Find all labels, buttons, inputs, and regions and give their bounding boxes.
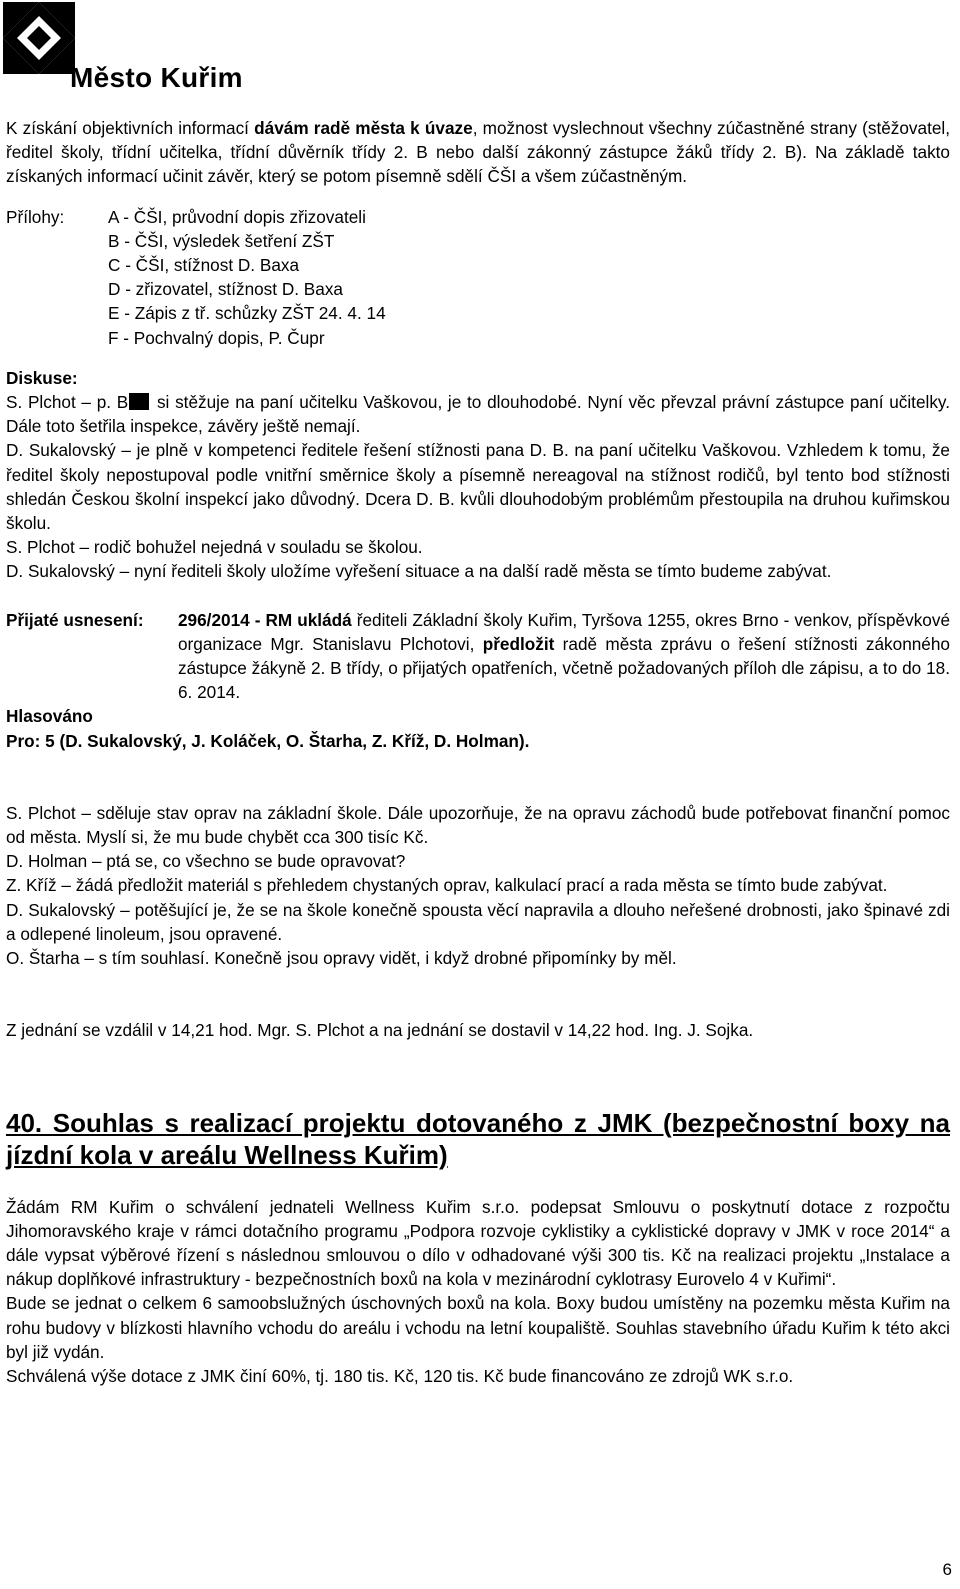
section-paragraph: Bude se jednat o celkem 6 samoobslužných úschovných boxů na kola. Boxy budou umístěny na pozemku města Kuřim na rohu budovy v blízkosti hlavního vchodu do areálu i vchodu na letní koupaliště. Souhlas stavebního úřadu Kuřim k této akci byl již vydán. — [6, 1293, 950, 1362]
resolution-label: Přijaté usnesení: — [6, 609, 144, 630]
city-logo — [3, 2, 253, 92]
resolution — [6, 608, 950, 705]
discussion2-paragraph: S. Plchot – sděluje stav oprav na základní škole. Dále upozorňuje, že na opravu záchodů bude potřebovat finanční pomoc od města. Myslí si, že mu bude chybět cca 300 tisíc Kč. — [6, 802, 950, 848]
section-paragraph: Žádám RM Kuřim o schválení jednateli Wellness Kuřim s.r.o. podepsat Smlouvu o poskytnutí dotace z rozpočtu Jihomoravského kraje v rámci dotačního programu „Podpora rozvoje cyklistiky a cyklistické dopravy v JMK v roce 2014“ a dále vypsat výběrové řízení s následnou smlouvou o dílo v odhadované výši 300 tis. Kč na realizaci projektu „Instalace a nákup doplňkové infrastruktury - bezpečnostních boxů na kola v mezinárodní cyklotrasy Eurovelo 4 v Kuřimi“. — [6, 1196, 950, 1290]
logo-text: Město Kuřim — [70, 62, 243, 93]
attachment-item: E - Zápis z tř. schůzky ZŠT 24. 4. 14 — [108, 303, 386, 324]
discussion-paragraph: D. Sukalovský – nyní řediteli školy uložíme vyřešení situace a na další radě města se tímto budeme zabývat. — [6, 561, 832, 582]
discussion2-paragraph: D. Holman – ptá se, co všechno se bude opravovat? — [6, 851, 406, 872]
intro-paragraph: K získání objektivních informací dávám radě města k úvaze, možnost vyslechnout všechny zúčastněné strany (stěžovatel, ředitel školy, třídní učitelka, třídní důvěrník třídy 2. B nebo další zákonný zástupce žáků třídy 2. B). Na základě takto získaných informací učinit závěr, který se potom písemně sdělí ČŠI a všem zúčastněným. — [6, 118, 951, 187]
document-body — [6, 116, 950, 1388]
attachment-item: A - ČŠI, průvodní dopis zřizovateli — [108, 206, 366, 227]
discussion2-paragraph: O. Štarha – s tím souhlasí. Konečně jsou opravy vidět, i když drobné připomínky by měl. — [6, 948, 677, 969]
discussion-paragraph: S. Plchot – rodič bohužel nejedná v souladu se školou. — [6, 537, 423, 558]
attachment-item: F - Pochvalný dopis, P. Čupr — [108, 327, 325, 348]
section-paragraph: Schválená výše dotace z JMK činí 60%, tj. 180 tis. Kč, 120 tis. Kč bude financováno ze zdrojů WK s.r.o. — [6, 1365, 794, 1386]
discussion2-paragraph: Z. Kříž – žádá předložit materiál s přehledem chystaných oprav, kalkulací prací a rada města se tímto bude zabývat. — [6, 875, 888, 896]
vote-result: Pro: 5 (D. Sukalovský, J. Koláček, O. Štarha, Z. Kříž, D. Holman). — [6, 730, 530, 751]
attachments-list — [108, 205, 386, 350]
section-title: 40. Souhlas s realizací projektu dotovaného z JMK (bezpečnostní boxy na jízdní kola v areálu Wellness Kuřim) — [6, 1107, 950, 1170]
attachments-label: Přílohy: — [6, 206, 65, 227]
page-number: 6 — [942, 1560, 952, 1579]
discussion2-paragraph: D. Sukalovský – potěšující je, že se na škole konečně spousta věcí napravila a dlouho neřešené drobnosti, jako špinavé zdi a odlepené linoleum, jsou opravené. — [6, 899, 950, 944]
attachments — [6, 205, 950, 350]
discussion-heading: Diskuse: — [6, 367, 78, 388]
discussion-paragraph: D. Sukalovský – je plně v kompetenci ředitele řešení stížnosti pana D. B. na paní učitelku Vaškovou. Vzhledem k tomu, že ředitel školy nepostupoval podle vnitřní směrnice školy a písemně nereagoval na stížnost rodičů, byl tento bod stížnosti shledán Českou školní inspekcí jako důvodný. Dcera D. B. kvůli dlouhodobým problémům přestoupila na druhou kuřimskou školu. — [6, 440, 950, 534]
redaction-bar — [129, 393, 149, 410]
voted-label: Hlasováno — [6, 706, 93, 727]
attendance-note: Z jednání se vzdálil v 14,21 hod. Mgr. S. Plchot a na jednání se dostavil v 14,22 hod. Ing. J. Sojka. — [6, 1020, 754, 1041]
discussion-paragraph: S. Plchot – p. B si stěžuje na paní učitelku Vaškovou, je to dlouhodobé. Nyní věc převzal právní zástupce paní učitelky. Dále toto šetřila inspekce, závěry ještě nemají. — [6, 392, 951, 437]
city-logo-icon — [3, 2, 75, 74]
attachment-item: C - ČŠI, stížnost D. Baxa — [108, 255, 300, 276]
attachment-item: B - ČŠI, výsledek šetření ZŠT — [108, 230, 335, 251]
resolution-text: 296/2014 - RM ukládá řediteli Základní školy Kuřim, Tyršova 1255, okres Brno - venkov, příspěvkové organizace Mgr. Stanislavu Plchotovi, předložit radě města zprávu o řešení stížnosti zákonného zástupce žákyně 2. B třídy, o přijatých opatřeních, včetně požadovaných příloh dle zápisu, a to do 18. 6. 2014. — [178, 609, 951, 703]
attachment-item: D - zřizovatel, stížnost D. Baxa — [108, 279, 343, 300]
